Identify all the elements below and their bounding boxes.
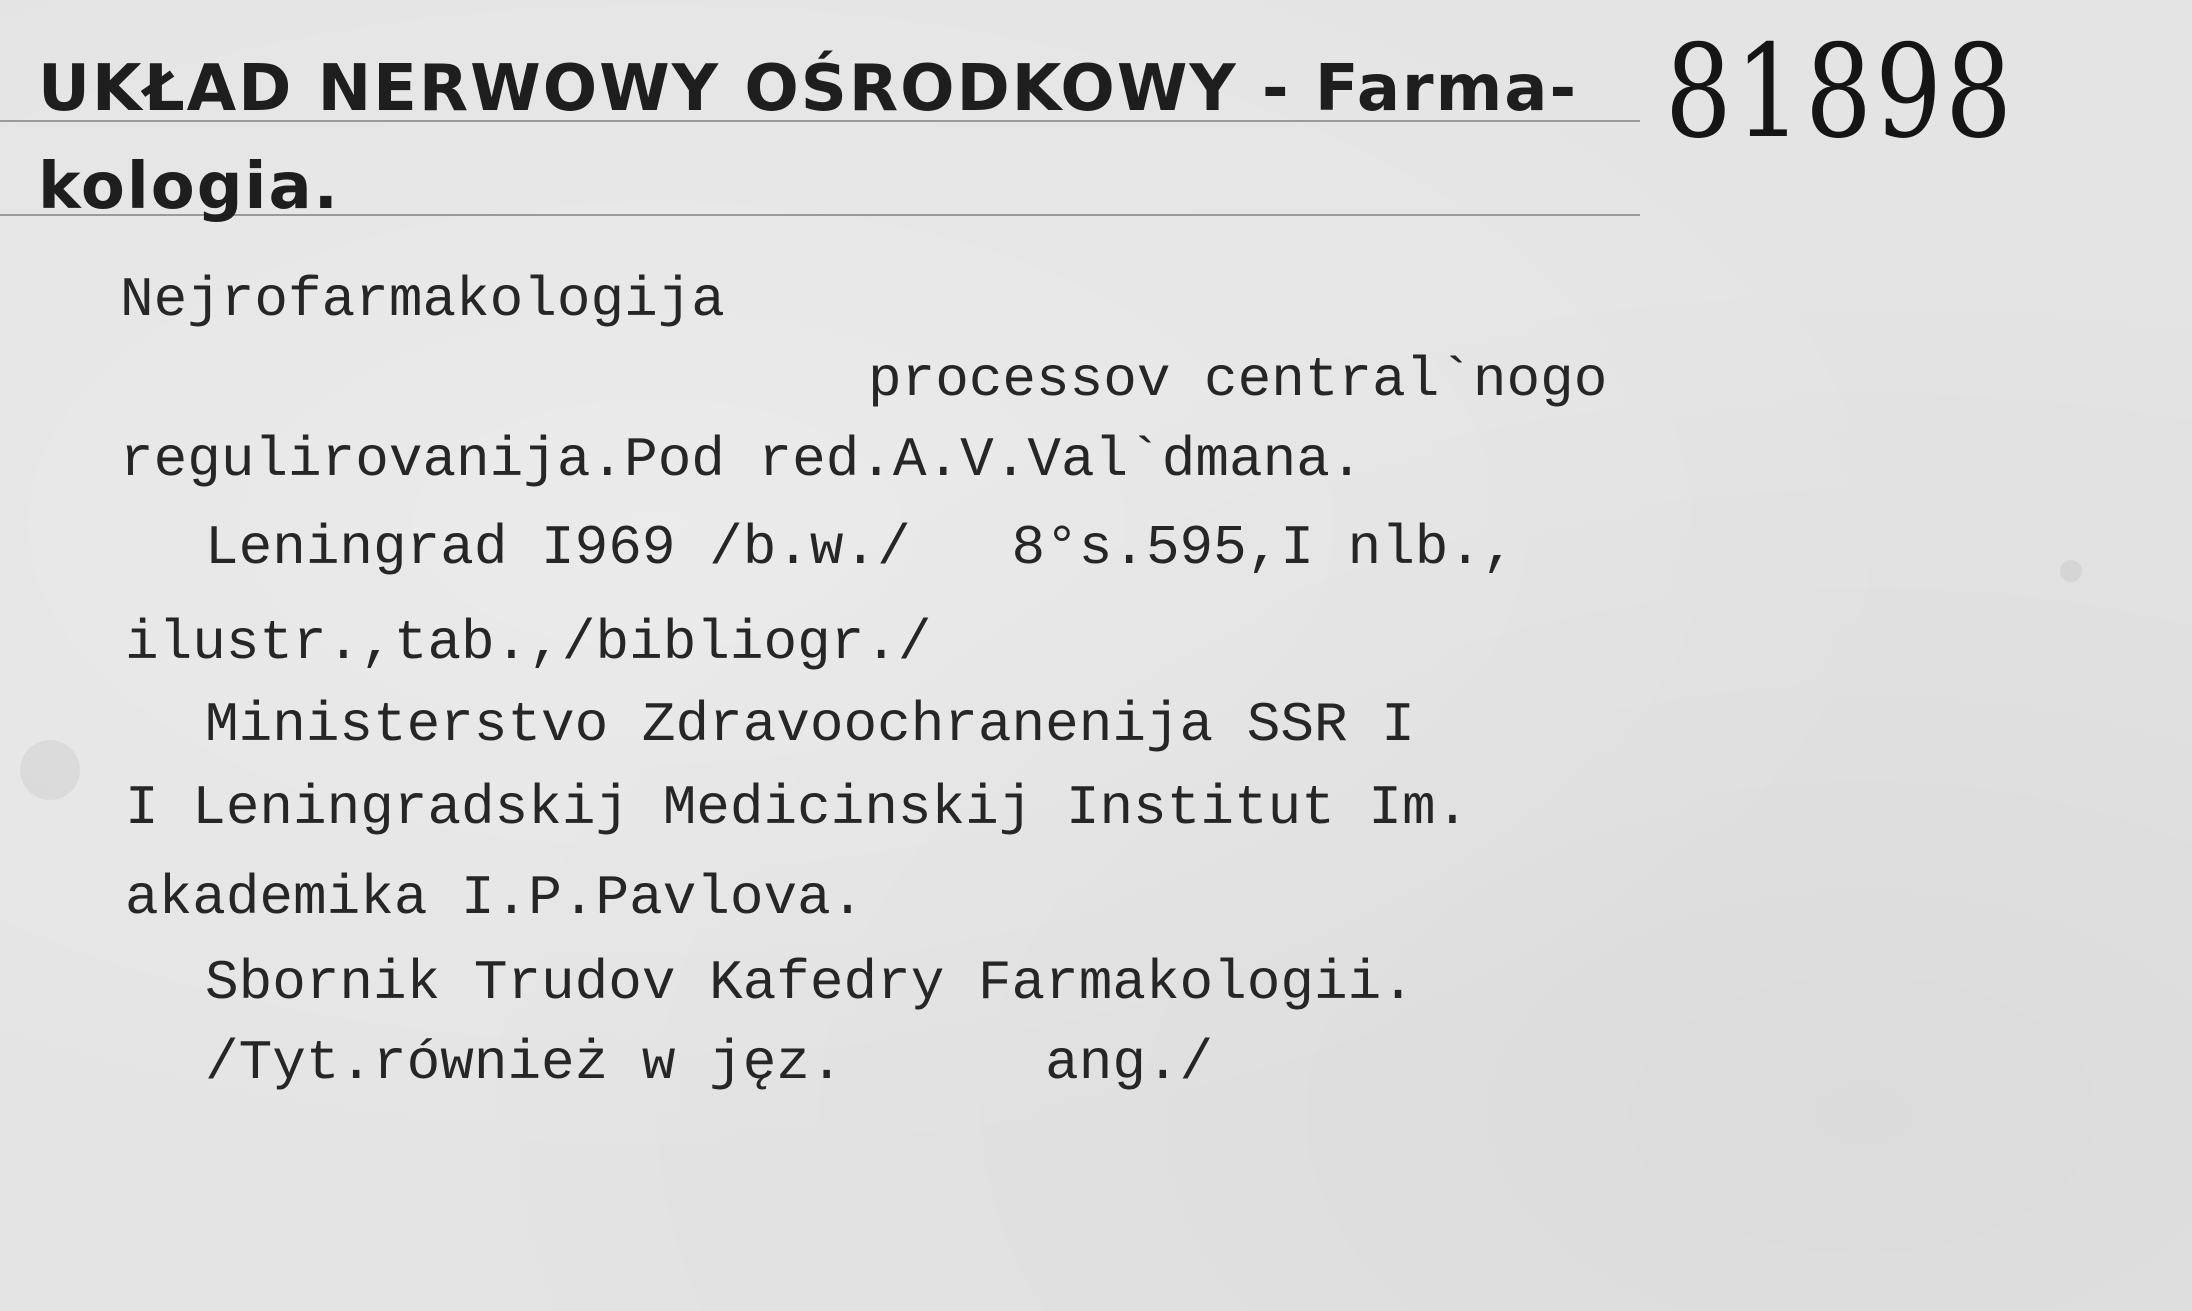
title-line: Nejrofarmakologija — [120, 268, 725, 332]
paper-smudge — [20, 740, 80, 800]
institution-continuation-line: akademika I.P.Pavlova. — [125, 866, 865, 930]
editor-line: regulirovanija.Pod red.A.V.Val`dmana. — [120, 428, 1364, 492]
subject-heading-continuation: kologia. — [38, 150, 340, 224]
imprint-line: Leningrad I969 /b.w./ 8°s.595,I nlb., — [205, 516, 1516, 580]
publisher-line: Ministerstvo Zdravoochranenija SSR I — [205, 693, 1415, 757]
institution-line: I Leningradskij Medicinskij Institut Im. — [125, 776, 1470, 840]
title-continuation-line: processov central`nogo — [868, 348, 1608, 412]
call-number: 81898 — [1665, 18, 2016, 167]
paper-smudge — [2060, 560, 2082, 582]
series-line: Sbornik Trudov Kafedry Farmakologii. — [205, 951, 1415, 1015]
illustrations-line: ilustr.,tab.,/bibliogr./ — [125, 611, 932, 675]
subject-heading: UKŁAD NERWOWY OŚRODKOWY - Farma- — [38, 52, 1579, 126]
language-note-line: /Tyt.również w jęz. ang./ — [205, 1031, 1214, 1095]
